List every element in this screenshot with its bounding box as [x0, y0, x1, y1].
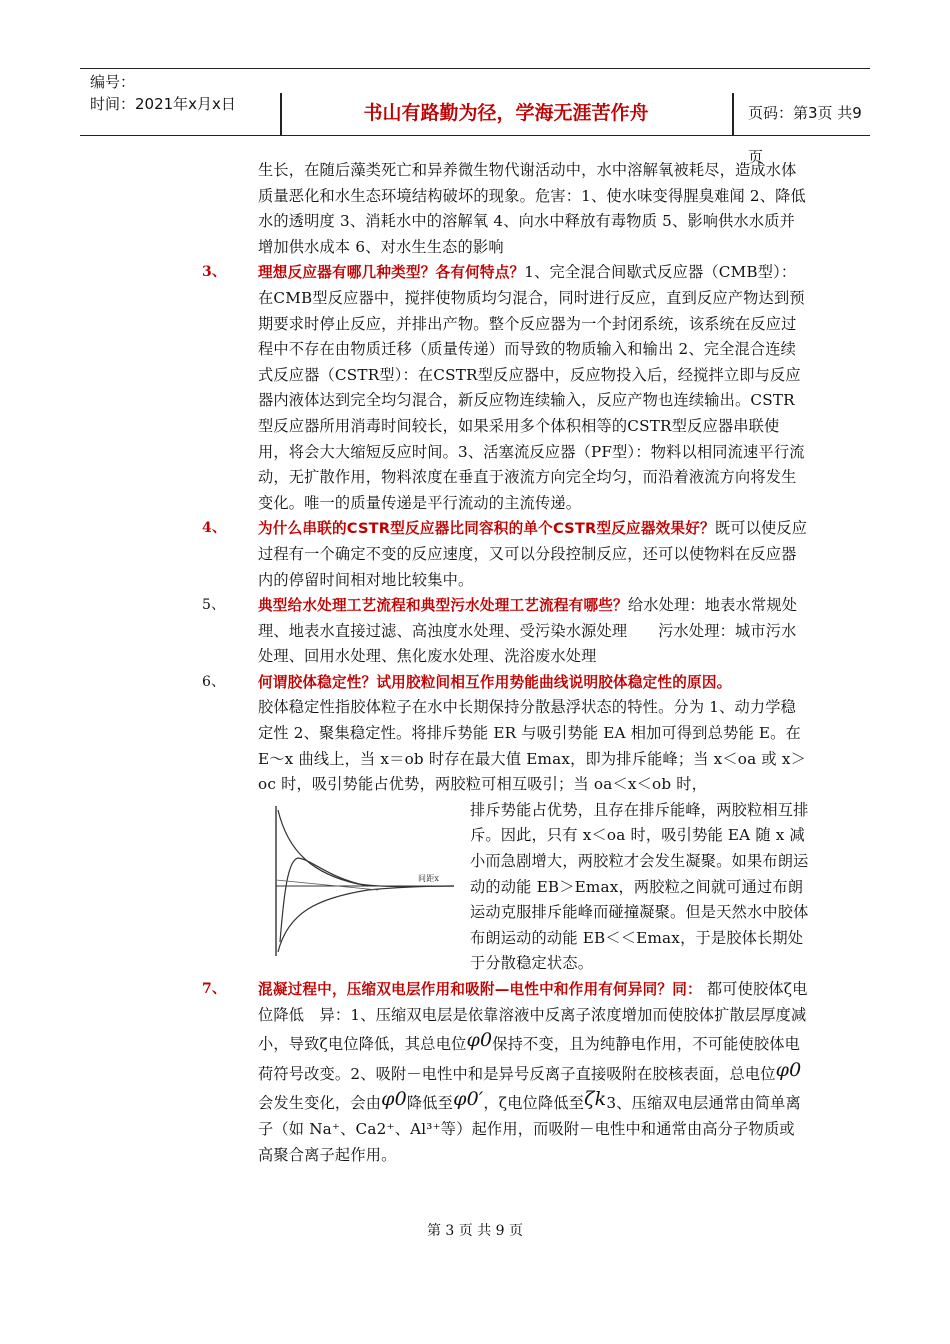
doc-number: 编号：: [90, 73, 136, 91]
answer-text: 降低至: [406, 1094, 454, 1113]
phi0-prime-symbol: φ0′: [453, 1088, 484, 1111]
figure-axis-label: 间距x: [418, 873, 440, 883]
question-answer: 1、完全混合间歇式反应器（CMB型）：在CMB型反应器中，搅拌使物质均匀混合，同时进行反应，直到反应产物达到预期要求时停止反应，并排出产物。整个反应器为一个封闭系统，该系统在反应过程中不存在由物质迁移（质量传递）而导致的物质输入和输出 2、完全混合连续式反应器（CSTR型）：在CSTR型反应器中，反应物投入后，经搅拌立即与反应器内液体达到完全均匀混合，新反应物连续输入，反应产物也连续输出。CSTR型反应器所用消毒时间较长，如果采用多个体积相等的CSTR型反应器串联使用，将会大大缩短反应时间。3、活塞流反应器（PF型）：物料以相同流速平行流动，无扩散作用，物料浓度在垂直于液流方向完全均匀，而沿着液流方向将发生变化。唯一的质量传递是平行流动的主流传递。: [258, 263, 805, 512]
potential-curve-svg: [258, 802, 458, 960]
phi0-symbol: φ0: [381, 1088, 407, 1111]
intro-paragraph: 生长，在随后藻类死亡和异养微生物代谢活动中，水中溶解氧被耗尽，造成水体质量恶化和水生态环境结构破坏的现象。危害：1、使水味变得腥臭难闻 2、降低水的透明度 3、消耗水中的溶解氧 4、向水中释放有毒物质 5、影响供水水质并增加供水成本 6、对水生生态的影响: [258, 161, 806, 256]
question-number: 3、: [202, 264, 227, 281]
question-number: 6、: [202, 673, 226, 690]
question-title: 理想反应器有哪几种类型？各有何特点？: [258, 264, 525, 282]
page-footer: 第 3 页 共 9 页: [426, 1223, 524, 1239]
potential-energy-figure: [258, 802, 458, 960]
answer-text: 会发生变化，会由: [258, 1094, 382, 1113]
question-answer: 胶体稳定性指胶体粒子在水中长期保持分散悬浮状态的特性。分为 1、动力学稳定性 2、聚集稳定性。将排斥势能 ER 与吸引势能 EA 相加可得到总势能 E。在 E～x 曲线上，当 x＝ob 时存在最大值 Emax，即为排斥能峰；当 x＜oa 或 x＞oc 时，吸引势能占优势，两胶粒可相互吸引；当 oa＜x＜ob 时，: [258, 698, 807, 794]
question-title: 何谓胶体稳定性？试用胶粒间相互作用势能曲线说明胶体稳定性的原因。: [258, 673, 732, 691]
zeta-k-symbol: ζk: [584, 1088, 607, 1111]
header-motto: 书山有路勤为径，学海无涯苦作舟: [363, 102, 649, 124]
question-title: 为什么串联的CSTR型反应器比同容积的单个CSTR型反应器效果好？: [258, 520, 715, 538]
question-number: 4、: [202, 520, 227, 537]
page-header: [80, 68, 870, 166]
phi0-symbol: φ0: [775, 1058, 802, 1081]
document-body: [202, 158, 810, 1168]
question-7: [202, 977, 810, 1168]
header-divider: [732, 93, 734, 135]
question-answer-continued: 排斥势能占优势，且存在排斥能峰，两胶粒相互排斥。因此，只有 x＜oa 时，吸引势能 EA 随 x 减小而急剧增大，两胶粒才会发生凝聚。如果布朗运动的动能 EB＞Emax，两胶粒之间就可通过布朗运动克服排斥能峰而碰撞凝聚。但是天然水中胶体布朗运动的动能 EB＜＜Emax，于是胶体长期处于分散稳定状态。: [470, 800, 809, 973]
question-answer: 既可以使反应过程有一个确定不变的反应速度，又可以分段控制反应，还可以使物料在反应器内的停留时间相对地比较集中。: [258, 519, 808, 589]
question-5: [202, 593, 810, 670]
question-3: [202, 260, 810, 516]
question-number: 5、: [202, 597, 226, 614]
doc-time: 时间：2021年x月x日: [90, 95, 236, 113]
answer-text: 都可使胶体ζ电位降低 异：1、压缩双电层是依靠溶液中反离子浓度增加而使胶体扩散层厚度减小，导致ζ电位降低，其总电位: [258, 980, 808, 1054]
answer-text: 3、压缩双电层通常由简单离子（如 Na⁺、Ca2⁺、Al³⁺等）起作用，而吸附－电性中和通常由高分子物质或高聚合离子起作用。: [258, 1094, 801, 1164]
answer-text: 保持不变，且为纯静电作用，不可能使胶体电荷符号改变。2、吸附－电性中和是异号反离子直接吸附在胶核表面，总电位: [258, 1035, 801, 1083]
header-page-number: 页码：第3页 共9页: [748, 104, 862, 166]
answer-text: ，ζ电位降低至: [483, 1094, 585, 1113]
phi0-symbol: φ0: [466, 1029, 493, 1052]
question-number: 7、: [202, 981, 227, 997]
header-meta: [90, 71, 280, 115]
question-4: [202, 516, 810, 593]
question-title: 混凝过程中，压缩双电层作用和吸附—电性中和作用有何异同？同：: [258, 981, 702, 998]
question-6: [202, 670, 810, 977]
question-title: 典型给水处理工艺流程和典型污水处理工艺流程有哪些？: [258, 597, 628, 615]
question-answer: 给水处理：地表水常规处理、地表水直接过滤、高浊度水处理、受污染水源处理 污水处理：城市污水处理、回用水处理、焦化废水处理、洗浴废水处理: [258, 596, 798, 666]
